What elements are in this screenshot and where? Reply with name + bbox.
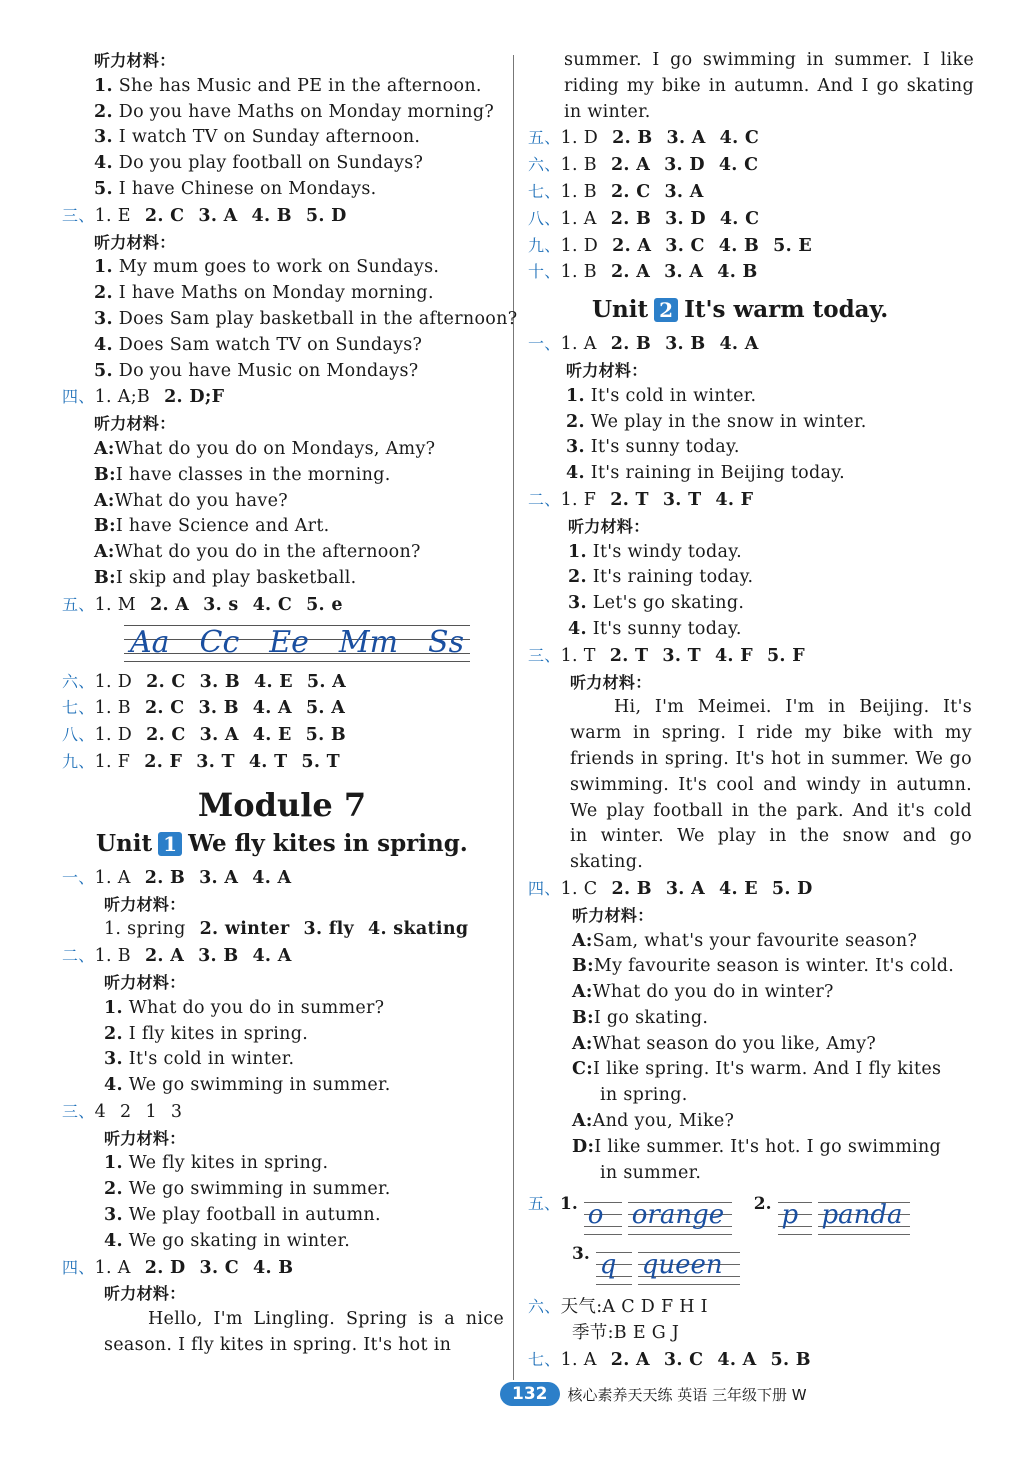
listening-line: 2. Do you have Maths on Monday morning?	[94, 101, 495, 122]
listening-label: 听力材料：	[104, 894, 186, 914]
answer-row: 四、1. A;B 2. D;F	[62, 387, 225, 408]
listening-line: 3. It's sunny today.	[566, 437, 740, 458]
listening-label: 听力材料：	[94, 51, 176, 70]
listening-label: 听力材料：	[94, 414, 176, 434]
listening-line: 4. Does Sam watch TV on Sundays?	[94, 334, 423, 355]
handwriting-lines	[124, 621, 470, 663]
answer-row: 五、1. D 2. B 3. A 4. C	[528, 128, 760, 149]
dialogue-line: A:And you, Mike?	[572, 1111, 735, 1132]
listening-line: 4. Do you play football on Sundays?	[94, 153, 424, 174]
handwriting-row: 五、 1. o orange 2. p panda	[528, 1186, 978, 1236]
dialogue-line: in spring.	[600, 1085, 688, 1106]
answer-row: 九、1. D 2. A 3. C 4. B 5. E	[528, 235, 813, 256]
listening-line: 1. It's windy today.	[568, 541, 742, 562]
answer-row: 十、1. B 2. A 3. A 4. B	[528, 262, 758, 283]
page-footer	[500, 1380, 807, 1408]
dialogue-line: B:I skip and play basketball.	[94, 567, 357, 588]
answer-row: 六、天气:A C D F H I	[528, 1297, 708, 1318]
listening-line: 5. Do you have Music on Mondays?	[94, 360, 419, 381]
dialogue-line: A:Sam, what's your favourite season?	[572, 930, 918, 951]
answer-row: 七、1. B 2. C 3. A	[528, 181, 704, 202]
handwriting-cell: p	[778, 1198, 812, 1236]
dialogue-line: A:What do you have?	[94, 490, 288, 511]
handwriting-cell: q	[596, 1248, 632, 1286]
listening-line: 3. Does Sam play basketball in the afternoon?	[94, 308, 518, 329]
answer-row: 季节:B E G J	[572, 1323, 680, 1344]
listening-paragraph: Hi, I'm Meimei. I'm in Beijing. It's warm in spring. I ride my bike with my friends in spring. It's hot in summer. We go swimming. It's cool and windy in autumn. We play football in the park. And it's cold in winter. We play in the snow and go skating.	[570, 697, 972, 873]
listening-line: 2. We go swimming in summer.	[104, 1179, 391, 1200]
answer-row: 一、1. A 2. B 3. A 4. A	[62, 867, 292, 888]
listening-label: 听力材料：	[104, 1128, 186, 1148]
answer-row: 三、4 2 1 3	[62, 1101, 183, 1122]
answer-row: 七、1. B 2. C 3. B 4. A 5. A	[62, 698, 346, 719]
dialogue-line: B:I have Science and Art.	[94, 516, 330, 537]
module-title: Module 7	[197, 785, 367, 824]
answer-row: 七、1. A 2. A 3. C 4. A 5. B	[528, 1350, 811, 1371]
listening-line: 2. I have Maths on Monday morning.	[94, 283, 434, 304]
listening-line: 4. It's raining in Beijing today.	[566, 463, 845, 484]
listening-line: 4. It's sunny today.	[568, 618, 742, 639]
word-row: 1. spring 2. winter 3. fly 4. skating	[104, 919, 469, 940]
listening-line: 1. It's cold in winter.	[566, 385, 757, 406]
listening-line: 1. We fly kites in spring.	[104, 1153, 329, 1174]
listening-line: 2. It's raining today.	[568, 567, 754, 588]
listening-label: 听力材料：	[570, 672, 652, 692]
answer-row: 四、1. A 2. D 3. C 4. B	[62, 1257, 294, 1278]
handwriting-cell: panda	[818, 1198, 910, 1236]
unit-number-badge: 2	[654, 298, 678, 322]
column-divider	[513, 55, 514, 1380]
listening-label: 听力材料：	[104, 972, 186, 992]
book-title: 核心素养天天练 英语 三年级下册 W	[567, 1385, 807, 1404]
handwriting-letter: Mm	[338, 624, 399, 660]
listening-label: 听力材料：	[572, 905, 654, 925]
listening-line: 1. She has Music and PE in the afternoon.	[94, 75, 482, 96]
listening-line: 3. Let's go skating.	[568, 593, 745, 614]
listening-line: 5. I have Chinese on Mondays.	[94, 178, 377, 199]
handwriting-letter: Ss	[428, 624, 464, 660]
answer-row: 六、1. B 2. A 3. D 4. C	[528, 155, 759, 176]
listening-line: 2. We play in the snow in winter.	[566, 411, 867, 432]
answer-row: 三、1. E 2. C 3. A 4. B 5. D	[62, 205, 347, 226]
answer-row: 九、1. F 2. F 3. T 4. T 5. T	[62, 751, 340, 772]
dialogue-line: D:I like summer. It's hot. I go swimming	[572, 1136, 942, 1157]
dialogue-line: in summer.	[600, 1162, 702, 1183]
listening-line: 3. We play football in autumn.	[104, 1205, 381, 1226]
answer-row: 二、1. F 2. T 3. T 4. F	[528, 489, 754, 510]
dialogue-line: B:I have classes in the morning.	[94, 464, 391, 485]
answer-row: 六、1. D 2. C 3. B 4. E 5. A	[62, 671, 347, 692]
dialogue-line: A:What do you do in the afternoon?	[94, 542, 421, 563]
handwriting-cell: o	[584, 1198, 622, 1236]
answer-row: 三、1. T 2. T 3. T 4. F 5. F	[528, 645, 805, 666]
listening-paragraph: Hello, I'm Lingling. Spring is a nice season. I fly kites in spring. It's hot in	[104, 1309, 504, 1356]
answer-row: 八、1. D 2. C 3. A 4. E 5. B	[62, 725, 347, 746]
page-number: 132	[500, 1382, 560, 1406]
listening-label: 听力材料：	[104, 1284, 186, 1304]
answer-row: 一、1. A 2. B 3. B 4. A	[528, 334, 759, 355]
unit-number-badge: 1	[158, 832, 182, 856]
handwriting-cell: orange	[628, 1198, 732, 1236]
listening-paragraph-continued: summer. I go swimming in summer. I like riding my bike in autumn. And I go skating in winter.	[564, 50, 974, 122]
listening-line: 3. It's cold in winter.	[104, 1049, 295, 1070]
listening-line: 2. I fly kites in spring.	[104, 1023, 309, 1044]
answer-row: 二、1. B 2. A 3. B 4. A	[62, 946, 292, 967]
answer-row: 八、1. A 2. B 3. D 4. C	[528, 208, 760, 229]
listening-label: 听力材料：	[568, 516, 650, 536]
dialogue-line: C:I like spring. It's warm. And I fly kites	[572, 1059, 942, 1080]
listening-label: 听力材料：	[566, 360, 648, 380]
dialogue-line: B:My favourite season is winter. It's cold.	[572, 956, 955, 977]
listening-line: 1. What do you do in summer?	[104, 997, 385, 1018]
dialogue-line: A:What do you do on Mondays, Amy?	[94, 438, 436, 459]
listening-label: 听力材料：	[94, 232, 176, 252]
unit-title: Unit 1 We fly kites in spring.	[96, 829, 468, 857]
handwriting-letter: Cc	[199, 624, 240, 660]
listening-line: 4. We go skating in winter.	[104, 1230, 351, 1251]
right-column	[528, 48, 978, 1374]
left-column	[62, 48, 518, 1359]
answer-row: 四、1. C 2. B 3. A 4. E 5. D	[528, 878, 813, 899]
answer-row: 五、1. M 2. A 3. s 4. C 5. e	[62, 594, 343, 615]
handwriting-row: 3. q queen	[528, 1236, 978, 1286]
handwriting-cell: queen	[638, 1248, 740, 1286]
dialogue-line: B:I go skating.	[572, 1007, 709, 1028]
dialogue-line: A:What season do you like, Amy?	[572, 1033, 877, 1054]
handwriting-letter: Ee	[269, 624, 309, 660]
listening-line: 4. We go swimming in summer.	[104, 1075, 391, 1096]
unit-title: Unit 2 It's warm today.	[592, 296, 889, 324]
listening-line: 1. My mum goes to work on Sundays.	[94, 257, 440, 278]
dialogue-line: A:What do you do in winter?	[572, 982, 834, 1003]
handwriting-letter: Aa	[130, 624, 170, 660]
listening-line: 3. I watch TV on Sunday afternoon.	[94, 127, 421, 148]
